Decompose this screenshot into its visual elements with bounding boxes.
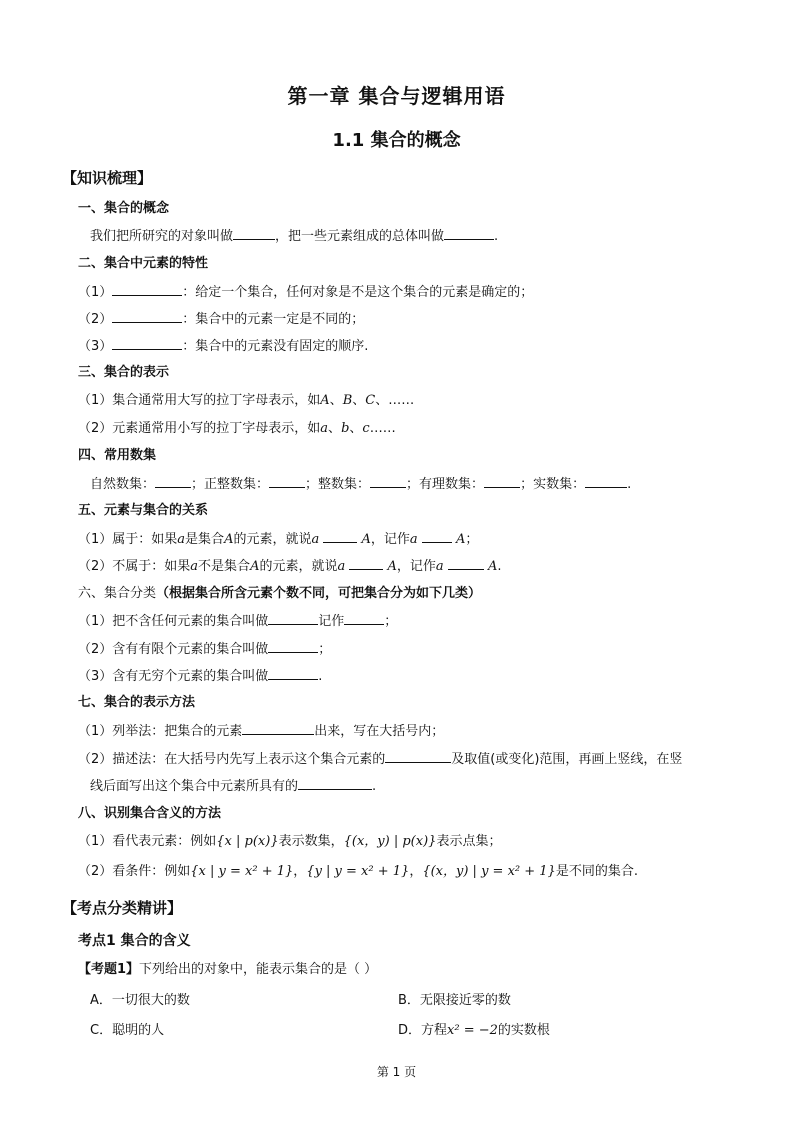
k1-heading: 一、集合的概念	[78, 201, 170, 216]
k4-number-sets: 自然数集： ；正整数集： ；整数集： ；有理数集： ；实数集： .	[90, 477, 632, 492]
k8-line-2: （2）看条件：例如{x | y = x² + 1}，{y | y = x² + 1}，{(x，y) | y = x² + 1}是不同的集合.	[78, 864, 638, 879]
blank	[112, 337, 182, 350]
q1-option-d: D．方程x² = −2的实数根	[398, 1023, 550, 1038]
k1-text: 我们把所研究的对象叫做 ，把一些元素组成的总体叫做 .	[90, 229, 499, 244]
k2-item-2: （2） ：集合中的元素一定是不同的；	[78, 312, 365, 327]
exam-header: 【考点分类精讲】	[62, 899, 183, 917]
blank	[385, 750, 451, 763]
q1-option-c: C．聪明的人	[90, 1023, 165, 1038]
section-title: 1.1 集合的概念	[332, 130, 461, 151]
blank	[112, 310, 182, 323]
k7-heading: 七、集合的表示方法	[78, 695, 196, 710]
k8-heading: 八、识别集合含义的方法	[78, 806, 222, 821]
k5-line-2: （2）不属于：如果a不是集合A的元素，就说a A，记作a A.	[78, 559, 502, 574]
k2-heading: 二、集合中元素的特性	[78, 256, 209, 271]
k7-line-1: （1）列举法：把集合的元素 出来，写在大括号内；	[78, 724, 445, 739]
blank	[323, 530, 357, 543]
blank	[448, 557, 484, 570]
blank	[112, 283, 182, 296]
blank	[344, 612, 384, 625]
k8-line-1: （1）看代表元素：例如{x | p(x)}表示数集，{(x，y) | p(x)}表示点集；	[78, 834, 502, 849]
q1-option-a: A．一切很大的数	[90, 993, 190, 1008]
k4-heading: 四、常用数集	[78, 448, 157, 463]
blank	[349, 557, 383, 570]
k5-heading: 五、元素与集合的关系	[78, 503, 209, 518]
blank	[444, 227, 494, 240]
blank	[268, 640, 318, 653]
blank	[484, 475, 520, 488]
blank	[585, 475, 627, 488]
blank	[155, 475, 191, 488]
blank	[268, 667, 318, 680]
blank	[242, 722, 314, 735]
point-1-title: 考点1 集合的含义	[78, 933, 191, 949]
blank	[268, 612, 318, 625]
blank	[370, 475, 406, 488]
k3-line-2: （2）元素通常用小写的拉丁字母表示，如a、b、c……	[78, 421, 396, 436]
q1-stem: 【考题1】下列给出的对象中，能表示集合的是（ ）	[78, 962, 378, 977]
k6-line-3: （3）含有无穷个元素的集合叫做 .	[78, 669, 323, 684]
blank	[233, 227, 275, 240]
k6-line-1: （1）把不含任何元素的集合叫做 记作 ；	[78, 614, 398, 629]
k2-item-1: （1） ：给定一个集合，任何对象是不是这个集合的元素是确定的；	[78, 285, 534, 300]
k3-heading: 三、集合的表示	[78, 365, 170, 380]
blank	[422, 530, 452, 543]
chapter-title: 第一章 集合与逻辑用语	[287, 84, 506, 108]
blank	[269, 475, 305, 488]
k3-line-1: （1）集合通常用大写的拉丁字母表示，如A、B、C、……	[78, 393, 415, 408]
k7-line-2: （2）描述法：在大括号内先写上表示这个集合元素的 及取值(或变化)范围，再画上竖线，在竖	[78, 752, 683, 767]
k7-line-3: 线后面写出这个集合中元素所具有的 .	[90, 779, 377, 794]
k6-line-2: （2）含有有限个元素的集合叫做 ；	[78, 642, 332, 657]
page-number: 第 1 页	[376, 1065, 417, 1079]
k5-line-1: （1）属于：如果a是集合A的元素，就说a A，记作a A；	[78, 532, 479, 547]
k6-heading-line: 六、集合分类（根据集合所含元素个数不同，可把集合分为如下几类）	[78, 586, 482, 601]
k2-item-3: （3） ：集合中的元素没有固定的顺序.	[78, 339, 369, 354]
knowledge-header: 【知识梳理】	[62, 169, 153, 187]
blank	[298, 777, 372, 790]
q1-option-b: B．无限接近零的数	[398, 993, 511, 1008]
